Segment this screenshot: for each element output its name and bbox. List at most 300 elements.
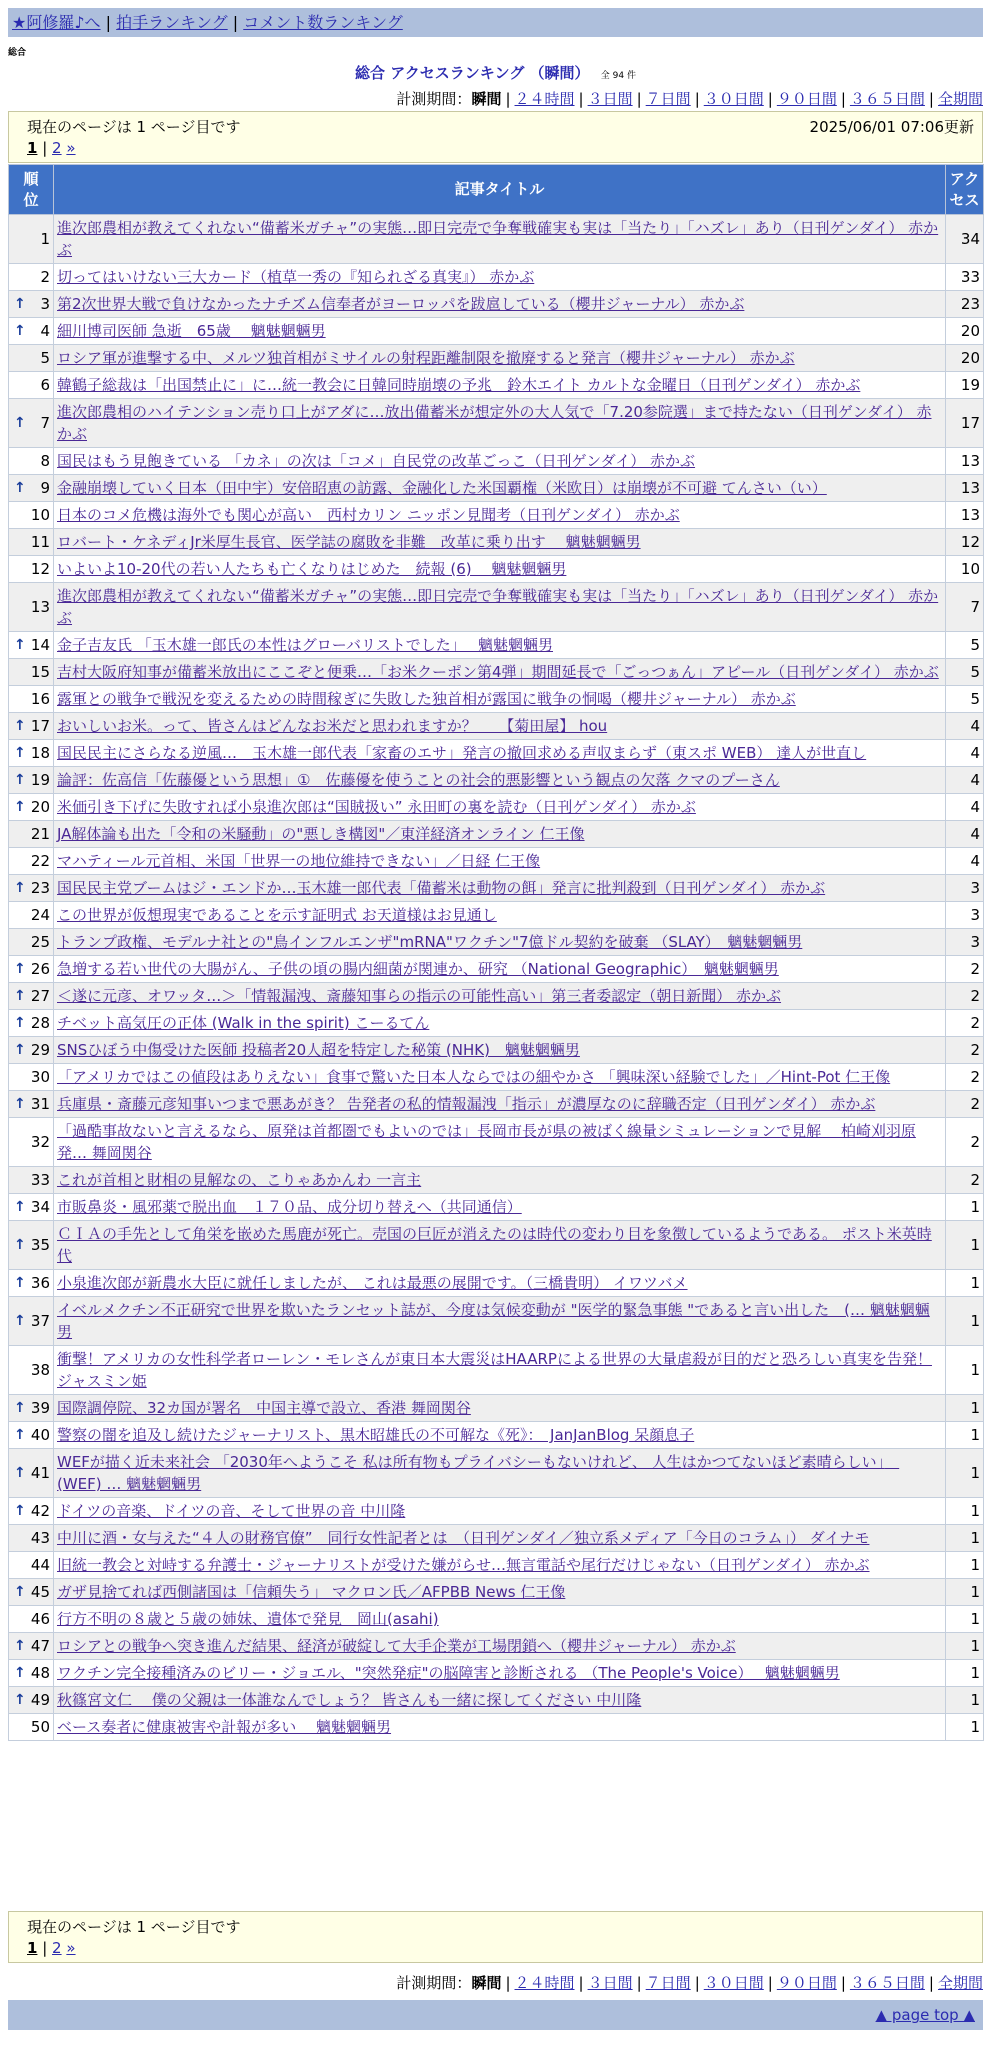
rank-cell [9, 215, 54, 264]
rank-cell [9, 956, 54, 983]
access-count: 1 [946, 1422, 984, 1449]
access-count: 1 [946, 1552, 984, 1579]
table-row [9, 740, 984, 767]
table-row [9, 1714, 984, 1741]
rank-up-arrow-icon: ↑ [14, 1427, 26, 1443]
period-link[interactable]: ３０日間 [703, 1974, 764, 1992]
rank-number: 26 [30, 960, 50, 978]
rank-cell [9, 448, 54, 475]
current-page-text: 現在のページは 1 ページ目です [27, 118, 241, 136]
article-title-link[interactable]: いよいよ10-20代の若い人たちも亡くなりはじめた 続報 (6) 魑魅魍魎男 [57, 560, 567, 578]
access-count: 1 [946, 1395, 984, 1422]
title-cell [54, 475, 946, 502]
rank-cell [9, 1660, 54, 1687]
article-title-link[interactable]: 論評：佐高信「佐藤優という思想」① 佐藤優を使うことの社会的悪影響という観点の欠落 クマのプーさん [57, 771, 780, 789]
title-cell [54, 1579, 946, 1606]
article-title-link[interactable]: JA解体論も出た「令和の米騒動」の"悪しき構図"／東洋経済オンライン 仁王像 [57, 825, 585, 843]
title-cell [54, 372, 946, 399]
comment-ranking-link[interactable]: コメント数ランキング [243, 13, 403, 32]
rank-number: 21 [30, 825, 50, 843]
rank-cell [9, 291, 54, 318]
page-title-text: 総合 アクセスランキング （瞬間） [355, 64, 590, 82]
rank-number: 35 [30, 1236, 50, 1254]
article-title-link[interactable]: チベット高気圧の正体 (Walk in the spirit) こーるてん [57, 1014, 430, 1032]
access-count: 1 [946, 1525, 984, 1552]
article-title-link[interactable]: 衝撃！アメリカの女性科学者ローレン・モレさんが東日本大震災はHAARPによる世界の大量虐殺が目的だと恐ろしい真実を告発！ ジャスミン姫 [57, 1350, 932, 1390]
rank-number: 12 [30, 560, 50, 578]
article-title-link[interactable]: 韓鶴子総裁は「出国禁止に」に…統一教会に日韓同時崩壊の予兆 鈴木エイト カルトな金曜日（日刊ゲンダイ） 赤かぶ [57, 376, 861, 394]
period-link[interactable]: 全期間 [937, 1974, 983, 1992]
title-cell [54, 1091, 946, 1118]
period-link[interactable]: ９０日間 [776, 90, 837, 108]
table-row [9, 215, 984, 264]
table-row [9, 1660, 984, 1687]
title-cell [54, 794, 946, 821]
access-count: 4 [946, 848, 984, 875]
table-row [9, 1118, 984, 1167]
period-separator: | [505, 90, 511, 108]
rank-cell [9, 1010, 54, 1037]
rank-cell [9, 1606, 54, 1633]
article-title-link[interactable]: ベース奏者に健康被害や計報が多い 魑魅魍魎男 [57, 1718, 392, 1736]
article-title-link[interactable]: 国民民主党ブームはジ・エンドか…玉木雄一郎代表「備蓄米は動物の餌」発言に批判殺到（日刊ゲンダイ） 赤かぶ [57, 879, 826, 897]
rank-number: 42 [30, 1502, 50, 1520]
title-cell [54, 502, 946, 529]
rank-up-arrow-icon: ↑ [14, 1584, 26, 1600]
period-current: 瞬間 [471, 90, 502, 108]
period-label: 計測期間： [396, 1974, 472, 1992]
title-cell [54, 1714, 946, 1741]
rank-number: 41 [30, 1464, 50, 1482]
period-link[interactable]: ９０日間 [776, 1974, 837, 1992]
pager-page-2-link[interactable]: 2 [52, 1939, 62, 1957]
period-separator: | [767, 90, 773, 108]
access-count: 20 [946, 345, 984, 372]
rank-up-arrow-icon: ↑ [14, 1199, 26, 1215]
rank-cell [9, 399, 54, 448]
access-count: 1 [946, 1687, 984, 1714]
period-separator: | [636, 90, 642, 108]
pager-top [27, 139, 76, 157]
rank-column-header [9, 165, 54, 215]
article-title-link[interactable]: 国民民主にさらなる逆風… 玉木雄一郎代表「家畜のエサ」発言の撤回求める声収まらず（東スポ WEB） 達人が世直し [57, 744, 867, 762]
title-cell [54, 875, 946, 902]
article-title-link[interactable]: ＜遂に元彦、オワッタ…＞「情報漏洩、斎藤知事らの指示の可能性高い」第三者委認定（朝日新聞） 赤かぶ [57, 987, 782, 1005]
rank-cell [9, 529, 54, 556]
access-count: 1 [946, 1297, 984, 1346]
rank-cell [9, 1221, 54, 1270]
table-row [9, 1498, 984, 1525]
title-cell [54, 902, 946, 929]
article-title-link[interactable]: 秋篠宮文仁 僕の父親は一体誰なんでしょう？ 皆さんも一緒に探してください 中川隆 [57, 1691, 642, 1709]
rank-number: 5 [40, 349, 50, 367]
period-separator: | [840, 1974, 846, 1992]
period-link[interactable]: ７日間 [645, 1974, 691, 1992]
article-title-link[interactable]: 中川に酒・女与えた“４人の財務官僚” 同行女性記者とは （日刊ゲンダイ／独立系メディア「今日のコラム」） ダイナモ [57, 1529, 870, 1547]
title-cell [54, 291, 946, 318]
rank-cell [9, 372, 54, 399]
article-title-link[interactable]: 日本のコメ危機は海外でも関心が高い 西村カリン ニッポン見聞考（日刊ゲンダイ） 赤かぶ [57, 506, 680, 524]
table-row [9, 1395, 984, 1422]
rank-cell [9, 318, 54, 345]
title-cell [54, 1395, 946, 1422]
access-count: 1 [946, 1270, 984, 1297]
article-title-link[interactable]: 急増する若い世代の大腸がん、子供の頃の腸内細菌が関連か、研究 （National Geographic） 魑魅魍魎男 [57, 960, 779, 978]
access-count: 13 [946, 475, 984, 502]
rank-number: 4 [40, 322, 50, 340]
period-separator: | [840, 90, 846, 108]
rank-up-arrow-icon: ↑ [14, 1665, 26, 1681]
pager-separator: | [42, 1939, 53, 1957]
period-separator: | [694, 90, 700, 108]
access-count: 5 [946, 686, 984, 713]
access-count: 2 [946, 1010, 984, 1037]
article-title-link[interactable]: 行方不明の８歳と５歳の姉妹、遺体で発見 岡山(asahi) [57, 1610, 439, 1628]
rank-up-arrow-icon: ↑ [14, 1503, 26, 1519]
title-cell [54, 318, 946, 345]
table-row [9, 1037, 984, 1064]
article-title-link[interactable]: マハティール元首相、米国「世界一の地位維持できない」／日経 仁王像 [57, 852, 541, 870]
article-title-link[interactable]: 進次郎農相が教えてくれない“備蓄米ガチャ”の実態…即日完売で争奪戦確実も実は「当たり」「ハズレ」あり（日刊ゲンダイ） 赤かぶ [57, 219, 939, 259]
rank-number: 29 [30, 1041, 50, 1059]
rank-cell [9, 1552, 54, 1579]
rank-up-arrow-icon: ↑ [14, 1096, 26, 1112]
article-title-link[interactable]: トランプ政権、モデルナ社との"鳥インフルエンザ"mRNA"ワクチン"7億ドル契約を破棄 （SLAY） 魑魅魍魎男 [57, 933, 803, 951]
title-cell [54, 1010, 946, 1037]
article-title-link[interactable]: 細川博司医師 急逝 65歳 魑魅魍魎男 [57, 322, 326, 340]
article-title-link[interactable]: 市販鼻炎・風邪薬で脱出血 １７０品、成分切り替えへ（共同通信） [57, 1198, 522, 1216]
title-cell [54, 686, 946, 713]
table-row [9, 1579, 984, 1606]
rank-up-arrow-icon: ↑ [14, 480, 26, 496]
rank-up-arrow-icon: ↑ [14, 1638, 26, 1654]
table-row [9, 399, 984, 448]
article-title-link[interactable]: WEFが描く近未来社会 「2030年へようこそ 私は所有物もプライバシーもないけれど、 人生はかつてないほど素晴らしい」 (WEF) … 魑魅魍魎男 [57, 1453, 900, 1493]
period-link[interactable]: ２４時間 [514, 1974, 575, 1992]
period-link[interactable]: ３日間 [587, 1974, 633, 1992]
title-cell [54, 1297, 946, 1346]
rank-up-arrow-icon: ↑ [14, 323, 26, 339]
table-row [9, 448, 984, 475]
access-count: 4 [946, 794, 984, 821]
article-title-link[interactable]: ＣＩＡの手先として角栄を嵌めた馬鹿が死亡。売国の巨匠が消えたのは時代の変わり目を象徴しているようである。 ポスト米英時代 [57, 1225, 932, 1265]
article-title-link[interactable]: 進次郎農相が教えてくれない“備蓄米ガチャ”の実態…即日完売で争奪戦確実も実は「当たり」「ハズレ」あり（日刊ゲンダイ） 赤かぶ [57, 587, 939, 627]
access-count: 20 [946, 318, 984, 345]
rank-cell [9, 1633, 54, 1660]
table-row [9, 1687, 984, 1714]
rank-number: 3 [40, 295, 50, 313]
period-link[interactable]: ３６５日間 [849, 1974, 925, 1992]
article-title-link[interactable]: この世界が仮想現実であることを示す証明式 お天道様はお見通し [57, 906, 497, 924]
period-selector-bottom [396, 1972, 983, 1993]
rank-cell [9, 475, 54, 502]
period-link[interactable]: ２４時間 [514, 90, 575, 108]
article-title-link[interactable]: ロバート・ケネディJr米厚生長官、医学誌の腐敗を非難 改革に乗り出す 魑魅魍魎男 [57, 533, 641, 551]
table-row [9, 556, 984, 583]
rank-up-arrow-icon: ↑ [14, 961, 26, 977]
article-title-link[interactable]: 小泉進次郎が新農水大臣に就任しましたが、 これは最悪の展開です。（三橋貴明） イワツバメ [57, 1274, 688, 1292]
rank-number: 14 [30, 636, 50, 654]
title-cell [54, 767, 946, 794]
period-link[interactable]: 全期間 [937, 90, 983, 108]
table-row [9, 1010, 984, 1037]
total-count: 全 94 件 [600, 71, 636, 81]
rank-cell [9, 1064, 54, 1091]
access-count: 1 [946, 1579, 984, 1606]
category-label: 総合 [8, 48, 27, 58]
rank-number: 1 [40, 230, 50, 248]
access-count: 2 [946, 1118, 984, 1167]
rank-number: 15 [30, 663, 50, 681]
page-top-link[interactable]: ▲ page top ▲ [875, 2006, 975, 2024]
article-title-link[interactable]: ワクチン完全接種済みのビリー・ジョエル、"突然発症"の脳障害と診断される （The People's Voice） 魑魅魍魎男 [57, 1664, 840, 1682]
title-cell [54, 529, 946, 556]
title-cell [54, 1167, 946, 1194]
access-count: 3 [946, 929, 984, 956]
rank-number: 9 [40, 479, 50, 497]
period-link[interactable]: ７日間 [645, 90, 691, 108]
rank-cell [9, 929, 54, 956]
rank-up-arrow-icon: ↑ [14, 1015, 26, 1031]
rank-cell [9, 1449, 54, 1498]
article-title-link[interactable]: 進次郎農相のハイテンション売り口上がアダに…放出備蓄米が想定外の大人気で「7.20参院選」まで持たない（日刊ゲンダイ） 赤かぶ [57, 403, 932, 443]
rank-cell [9, 502, 54, 529]
table-row [9, 983, 984, 1010]
access-count: 34 [946, 215, 984, 264]
article-title-link[interactable]: ガザ見捨てれば西側諸国は「信頼失う」 マクロン氏／AFPBB News 仁王像 [57, 1583, 566, 1601]
table-row [9, 1297, 984, 1346]
rank-cell [9, 848, 54, 875]
rank-cell [9, 767, 54, 794]
title-cell [54, 713, 946, 740]
period-link[interactable]: ３０日間 [703, 90, 764, 108]
article-title-link[interactable]: ロシアとの戦争へ突き進んだ結果、経済が破綻して大手企業が工場閉鎖へ（櫻井ジャーナル） 赤かぶ [57, 1637, 736, 1655]
article-title-link[interactable]: 「アメリカではこの値段はありえない」食事で驚いた日本人ならではの細やかさ 「興味深い経験でした」／Hint-Pot 仁王像 [57, 1068, 891, 1086]
rank-cell [9, 556, 54, 583]
applause-ranking-link[interactable]: 拍手ランキング [116, 13, 228, 32]
rank-cell [9, 583, 54, 632]
access-count: 3 [946, 875, 984, 902]
pager-separator: | [42, 139, 53, 157]
access-count: 23 [946, 291, 984, 318]
article-title-link[interactable]: 「過酷事故ないと言えるなら、原発は首都圏でもよいのでは」長岡市長が県の被ばく線量シミュレーションで見解 柏崎刈羽原発… 舞岡関谷 [57, 1122, 916, 1162]
period-link[interactable]: ３日間 [587, 90, 633, 108]
page-title [0, 62, 991, 83]
rank-up-arrow-icon: ↑ [14, 637, 26, 653]
rank-number: 7 [40, 414, 50, 432]
pager-bottom [27, 1939, 76, 1957]
rank-up-arrow-icon: ↑ [14, 296, 26, 312]
article-title-link[interactable]: SNSひぼう中傷受けた医師 投稿者20人超を特定した秘策 (NHK) 魑魅魍魎男 [57, 1041, 580, 1059]
article-title-link[interactable]: 国際調停院、32カ国が署名 中国主導で設立、香港 舞岡関谷 [57, 1399, 471, 1417]
table-row [9, 1633, 984, 1660]
title-cell [54, 1633, 946, 1660]
rank-cell [9, 1167, 54, 1194]
rank-up-arrow-icon: ↑ [14, 1237, 26, 1253]
period-separator: | [694, 1974, 700, 1992]
rank-number: 11 [30, 533, 50, 551]
table-row [9, 1194, 984, 1221]
rank-cell [9, 632, 54, 659]
title-cell [54, 1687, 946, 1714]
rank-cell [9, 983, 54, 1010]
access-count: 4 [946, 740, 984, 767]
access-column-header [946, 165, 984, 215]
title-cell [54, 399, 946, 448]
table-row [9, 1091, 984, 1118]
access-count: 10 [946, 556, 984, 583]
rank-cell [9, 740, 54, 767]
access-count: 1 [946, 1633, 984, 1660]
table-row [9, 848, 984, 875]
title-cell [54, 929, 946, 956]
table-row [9, 372, 984, 399]
access-count: 4 [946, 821, 984, 848]
access-count: 2 [946, 1091, 984, 1118]
article-title-link[interactable]: 露軍との戦争で戦況を変えるための時間稼ぎに失敗した独首相が露国に戦争の恫喝（櫻井ジャーナル） 赤かぶ [57, 690, 796, 708]
access-count: 1 [946, 1221, 984, 1270]
access-header-label: アクセス [949, 169, 980, 209]
period-separator: | [505, 1974, 511, 1992]
article-title-link[interactable]: 国民はもう見飽きている 「カネ」の次は「コメ」自民党の改革ごっこ（日刊ゲンダイ） 赤かぶ [57, 452, 696, 470]
rank-up-arrow-icon: ↑ [14, 415, 26, 431]
access-count: 4 [946, 767, 984, 794]
access-count: 1 [946, 1660, 984, 1687]
access-count: 2 [946, 956, 984, 983]
access-count: 19 [946, 372, 984, 399]
rank-cell [9, 686, 54, 713]
title-cell [54, 448, 946, 475]
period-current: 瞬間 [471, 1974, 502, 1992]
title-cell [54, 740, 946, 767]
title-cell [54, 583, 946, 632]
title-cell [54, 1498, 946, 1525]
rank-cell [9, 794, 54, 821]
access-count: 1 [946, 1714, 984, 1741]
rank-cell [9, 1687, 54, 1714]
page-info-bottom [8, 1911, 983, 1963]
title-cell [54, 345, 946, 372]
access-count: 1 [946, 1606, 984, 1633]
title-cell [54, 1194, 946, 1221]
rank-number: 39 [30, 1399, 50, 1417]
title-cell [54, 1606, 946, 1633]
rank-up-arrow-icon: ↑ [14, 880, 26, 896]
period-link[interactable]: ３６５日間 [849, 90, 925, 108]
rank-number: 37 [30, 1312, 50, 1330]
access-count: 1 [946, 1346, 984, 1395]
title-cell [54, 821, 946, 848]
article-title-link[interactable]: おいしいお米。って、皆さんはどんなお米だと思われますか？ 【菊田屋】 hou [57, 717, 608, 735]
table-row [9, 264, 984, 291]
article-title-link[interactable]: 吉村大阪府知事が備蓄米放出にここぞと便乗…「お米クーポン第4弾」期間延長で「ごっつぁん」アピール（日刊ゲンダイ） 赤かぶ [57, 663, 939, 681]
pager-current-page: 1 [27, 139, 38, 157]
table-header-row [9, 165, 984, 215]
rank-number: 40 [30, 1426, 50, 1444]
ranking-table-body [9, 215, 984, 1741]
rank-number: 19 [30, 771, 50, 789]
table-row [9, 318, 984, 345]
access-count: 2 [946, 1037, 984, 1064]
article-title-link[interactable]: イベルメクチン不正研究で世界を欺いたランセット誌が、今度は気候変動が "医学的緊急事態 "であると言い出した (… 魑魅魍魎男 [57, 1301, 930, 1341]
access-count: 13 [946, 448, 984, 475]
table-row [9, 1221, 984, 1270]
title-cell [54, 1118, 946, 1167]
article-title-link[interactable]: 切ってはいけない三大カード（植草一秀の『知られざる真実』） 赤かぶ [57, 268, 535, 286]
rank-cell [9, 1118, 54, 1167]
rank-cell [9, 821, 54, 848]
pager-next-link[interactable]: » [66, 1939, 76, 1957]
article-title-link[interactable]: これが首相と財相の見解なの、こりゃあかんわ 一言主 [57, 1171, 422, 1189]
article-title-link[interactable]: 兵庫県・斎藤元彦知事いつまで悪あがき？ 告発者の私的情報漏洩「指示」が濃厚なのに辞職否定（日刊ゲンダイ） 赤かぶ [57, 1095, 876, 1113]
title-cell [54, 1221, 946, 1270]
table-row [9, 475, 984, 502]
table-row [9, 875, 984, 902]
rank-header-label: 順位 [23, 169, 39, 209]
pager-page-2-link[interactable]: 2 [52, 139, 62, 157]
access-count: 5 [946, 659, 984, 686]
rank-number: 28 [30, 1014, 50, 1032]
article-title-link[interactable]: 金融崩壊していく日本（田中宇）安倍昭恵の訪露、金融化した米国覇権（米欧日）は崩壊が不可避 てんさい（い） [57, 479, 827, 497]
period-selector-top [396, 88, 983, 109]
access-count: 2 [946, 1064, 984, 1091]
article-title-link[interactable]: ドイツの音楽、ドイツの音、そして世界の音 中川隆 [57, 1502, 406, 1520]
pager-next-link[interactable]: » [66, 139, 76, 157]
rank-number: 16 [30, 690, 50, 708]
rank-number: 20 [30, 798, 50, 816]
table-row [9, 529, 984, 556]
table-row [9, 291, 984, 318]
table-row [9, 686, 984, 713]
title-cell [54, 1270, 946, 1297]
rank-number: 45 [30, 1583, 50, 1601]
rank-number: 33 [30, 1171, 50, 1189]
rank-number: 27 [30, 987, 50, 1005]
title-column-header: 記事タイトル [54, 165, 946, 215]
rank-number: 30 [30, 1068, 50, 1086]
rank-number: 18 [30, 744, 50, 762]
article-title-link[interactable]: 警察の闇を追及し続けたジャーナリスト、黒木昭雄氏の不可解な《死》： JanJanBlog 呆顔息子 [57, 1426, 695, 1444]
rank-number: 48 [30, 1664, 50, 1682]
home-link[interactable]: ★阿修羅♪へ [12, 13, 101, 32]
table-row [9, 659, 984, 686]
title-cell [54, 956, 946, 983]
title-cell [54, 556, 946, 583]
article-title-link[interactable]: 旧統一教会と対峙する弁護士・ジャーナリストが受けた嫌がらせ…無言電話や尾行だけじゃない（日刊ゲンダイ） 赤かぶ [57, 1556, 870, 1574]
article-title-link[interactable]: 金子吉友氏 「玉木雄一郎氏の本性はグローバリストでした」 魑魅魍魎男 [57, 636, 553, 654]
period-label: 計測期間： [396, 90, 472, 108]
rank-cell [9, 1270, 54, 1297]
rank-number: 6 [40, 376, 50, 394]
rank-number: 8 [40, 452, 50, 470]
table-row [9, 1422, 984, 1449]
rank-number: 24 [30, 906, 50, 924]
rank-cell [9, 713, 54, 740]
rank-number: 10 [30, 506, 50, 524]
table-row [9, 1167, 984, 1194]
period-separator: | [578, 1974, 584, 1992]
rank-number: 22 [30, 852, 50, 870]
title-cell [54, 632, 946, 659]
page-info-top [8, 111, 983, 163]
table-row [9, 929, 984, 956]
article-title-link[interactable]: 第2次世界大戦で負けなかったナチズム信奉者がヨーロッパを跋扈している（櫻井ジャーナル） 赤かぶ [57, 295, 745, 313]
article-title-link[interactable]: ロシア軍が進撃する中、メルツ独首相がミサイルの射程距離制限を撤廃すると発言（櫻井ジャーナル） 赤かぶ [57, 349, 795, 367]
table-row [9, 713, 984, 740]
title-cell [54, 1064, 946, 1091]
article-title-link[interactable]: 米価引き下げに失敗すれば小泉進次郎は“国賊扱い” 永田町の裏を読む（日刊ゲンダイ） 赤かぶ [57, 798, 696, 816]
rank-up-arrow-icon: ↑ [14, 745, 26, 761]
